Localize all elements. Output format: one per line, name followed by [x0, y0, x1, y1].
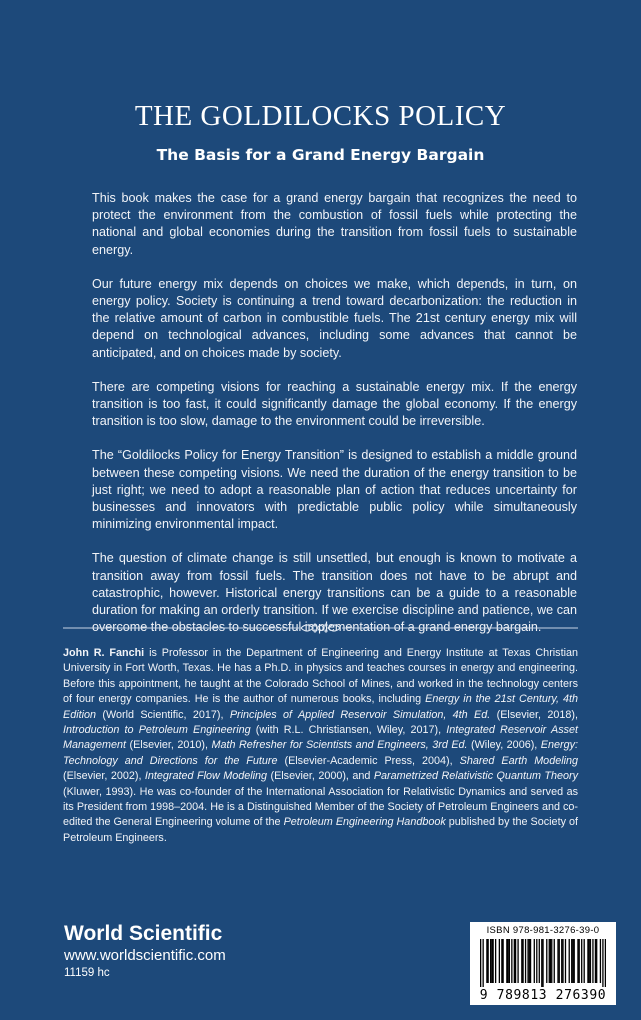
barcode-bar — [490, 939, 491, 983]
barcode-bar — [572, 939, 573, 983]
blurb-paragraph: The question of climate change is still unsettled, but enough is known to motivate a transition away from fossil fuels. The transition does not have to be abrupt and catastrophic, however. Historical energy transitions can be a guide to a reasonable duration for making an orderly transition. If we exercise discipline and patience, we can overcome the obstacles to successful implementation of a grand energy bargain. — [92, 551, 577, 635]
barcode-bar — [541, 939, 542, 987]
barcode-bar — [511, 939, 512, 983]
barcode-bar — [562, 939, 563, 983]
book-subtitle: The Basis for a Grand Energy Bargain — [156, 146, 485, 164]
publisher-name: World Scientific — [64, 922, 223, 945]
barcode-bar — [602, 939, 603, 987]
barcode-bar — [539, 939, 540, 983]
barcode-bar — [550, 939, 551, 983]
barcode-bar — [499, 939, 500, 983]
barcode-bar — [574, 939, 575, 983]
barcode-bar — [561, 939, 562, 983]
barcode-bar — [559, 939, 560, 983]
barcode-bar — [577, 939, 578, 983]
barcode-bar — [579, 939, 580, 983]
barcode-bar — [587, 939, 588, 983]
barcode-bar — [491, 939, 492, 983]
barcode-bar — [581, 939, 582, 983]
barcode-bar — [514, 939, 515, 983]
book-title: THE GOLDILOCKS POLICY — [134, 100, 507, 132]
barcode-bar — [480, 939, 481, 987]
barcode-bar — [605, 939, 606, 987]
barcode-bar — [521, 939, 522, 983]
blurb-paragraph: This book makes the case for a grand energy bargain that recognizes the need to protect the environment from the combustion of fossil fuels while protecting the national and global economies during the transition from fossil fuels to sustainable energy. — [92, 191, 577, 257]
barcode-bar — [495, 939, 496, 983]
barcode-bar — [551, 939, 552, 983]
barcode-bar — [557, 939, 558, 983]
barcode-bar — [487, 939, 488, 983]
product-code: 11159 hc — [64, 967, 110, 979]
blurb-paragraph: The “Goldilocks Policy for Energy Transition” is designed to establish a middle ground between these competing visions. We need the duration of the energy transition to be just right; we need to adopt a reasonable plan of action that reduces uncertainty for businesses and innovators with predictable public policy while simultaneously minimizing environmental impact. — [92, 448, 577, 532]
barcode-bar — [509, 939, 510, 983]
publisher-block — [64, 922, 226, 981]
barcode-bar — [592, 939, 593, 983]
barcode-bar — [530, 939, 531, 983]
barcode-bar — [549, 939, 550, 983]
barcode-bars — [480, 939, 606, 987]
barcode-bar — [554, 939, 555, 983]
isbn-barcode — [470, 922, 616, 1005]
ornament-divider — [63, 622, 578, 634]
barcode-bar — [565, 939, 566, 983]
barcode-bar — [590, 939, 591, 983]
barcode-bar — [525, 939, 526, 983]
barcode-bar — [595, 939, 596, 983]
barcode-bar — [483, 939, 484, 987]
barcode-bar — [506, 939, 507, 983]
barcode-bar — [584, 939, 585, 983]
barcode-bar — [501, 939, 502, 983]
barcode-bar — [529, 939, 530, 983]
flourish-icon — [301, 624, 340, 632]
barcode-bar — [486, 939, 487, 983]
isbn-label: ISBN 978-981-3276-39-0 — [486, 925, 600, 936]
barcode-bar — [571, 939, 572, 983]
blurb — [92, 190, 577, 653]
barcode-bar — [507, 939, 508, 983]
barcode-bar — [534, 939, 535, 983]
barcode-bar — [522, 939, 523, 983]
barcode-bar — [502, 939, 503, 983]
barcode-bar — [596, 939, 597, 983]
barcode-bar — [536, 939, 537, 983]
blurb-paragraph: Our future energy mix depends on choices we make, which depends, in turn, on energy policy. Society is continuing a trend toward decarbonization: the reduction in the relative amount of carbon in combustible fuels. The 21st century energy mix will depend on technological advances, including some advances that cannot be anticipated, and on choices made by society. — [92, 276, 577, 360]
publisher-url[interactable]: www.worldscientific.com — [64, 947, 226, 964]
barcode-digits: 9 789813 276390 — [479, 988, 607, 1003]
barcode-bar — [600, 939, 601, 983]
barcode-bar — [527, 939, 528, 983]
blurb-paragraph: There are competing visions for reaching a sustainable energy mix. If the energy transition is too fast, it could significantly damage the global economy. If the energy transition is too slow, damage to the environment could be irreversible. — [92, 379, 577, 429]
barcode-bar — [492, 939, 493, 983]
barcode-bar — [542, 939, 543, 987]
barcode-bar — [569, 939, 570, 983]
barcode-bar — [589, 939, 590, 983]
barcode-bar — [517, 939, 518, 983]
author-name: John R. Fanchi — [63, 647, 145, 659]
barcode-bar — [546, 939, 547, 983]
barcode-bar — [515, 939, 516, 983]
author-bio: John R. Fanchi is Professor in the Department of Engineering and Energy Institute at Texas Christian University in Fort Worth, Texas. He has a Ph.D. in physics and teaches courses in energy and engineering. Before this appointment, he taught at the Colorado School of Mines, and worked in the technology centers of four energy companies. He is the author of numerous books, including Energy in the 21st Century, 4th Edition (World Scientific, 2017), Principles of Applied Reservoir Simulation, 4th Ed. (Elsevier, 2018), Introduction to Petroleum Engineering (with R.L. Christiansen, Wiley, 2017), Integrated Reservoir Asset Management (Elsevier, 2010), Math Refresher for Scientists and Engineers, 3rd Ed. (Wiley, 2006), Energy: Technology and Directions for the Future (Elsevier-Academic Press, 2004), Shared Earth Modeling (Elsevier, 2002), Integrated Flow Modeling (Elsevier, 2000), and Parametrized Relativistic Quantum Theory (Kluwer, 1993). He was co-founder of the International Association for Relativistic Dynamics and served as its President from 1998–2004. He is a Distinguished Member of the Society of Petroleum Engineers and co-edited the General Engineering volume of the Petroleum Engineering Handbook published by the Society of Petroleum Engineers. — [63, 647, 579, 844]
